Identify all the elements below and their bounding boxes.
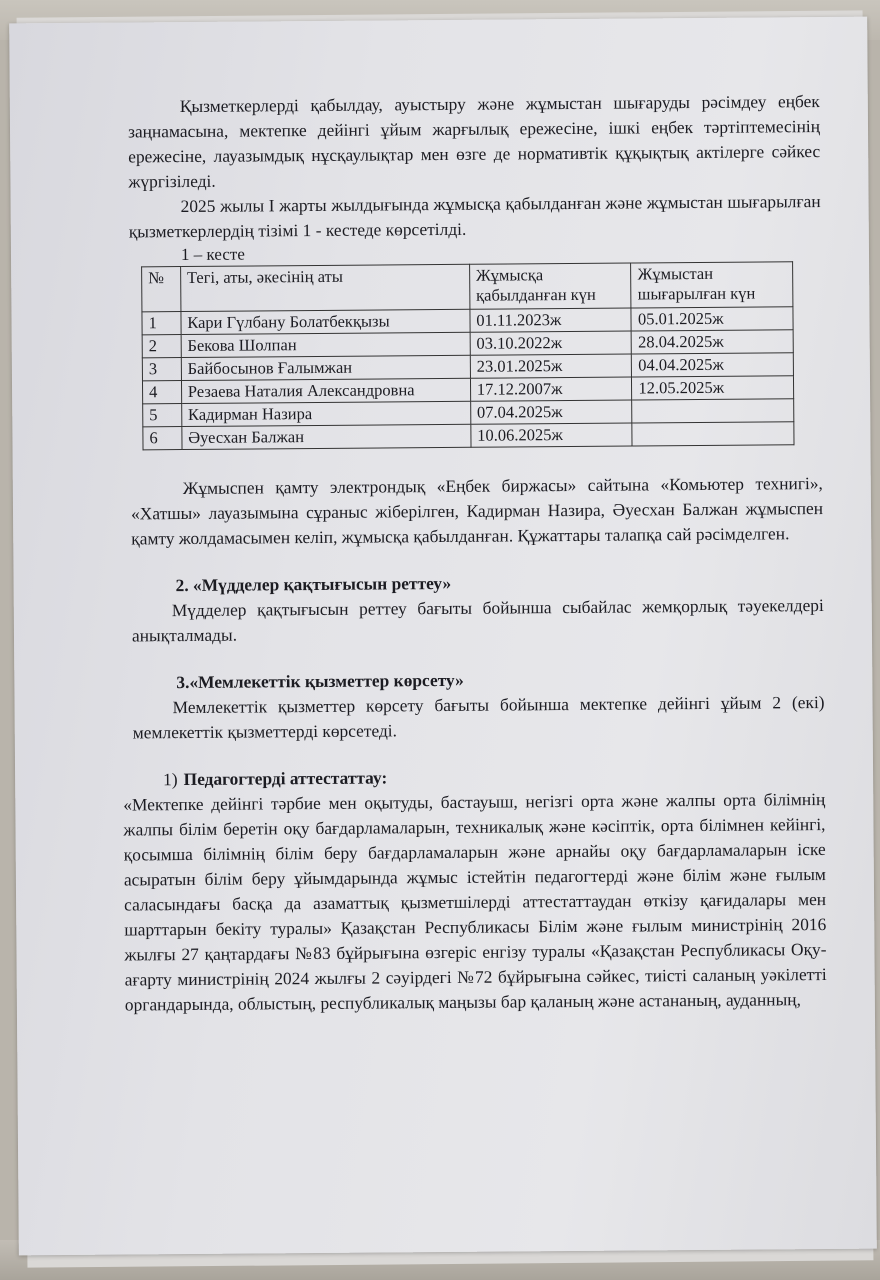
item-1-title: Педагогтерді аттестаттау: — [183, 767, 388, 790]
after-table-paragraph: Жұмыспен қамту электрондық «Еңбек биржасы» сайтына «Комьютер технигі», «Хатшы» лауазымына сұраныс жіберілген, Кадирман Назира, Әуесхан Балжан жұмыспен қамту жолдамасымен келіп, жұмысқа қабылданған. Құжаттары талапқа сай рәсімделген. — [130, 473, 824, 549]
row-number: 4 — [142, 381, 181, 404]
page-content — [123, 89, 827, 1017]
header-number: № — [142, 267, 181, 312]
intro-paragraph-2: 2025 жылы I жарты жылдығында жұмысқа қабылданған және жұмыстан шығарылған қызметкерлердің тізімі 1 - кестеде көрсетілді. — [128, 191, 821, 242]
table-caption: 1 – кесте — [180, 244, 245, 265]
row-hire-date: 10.06.2025ж — [471, 423, 633, 447]
row-number: 5 — [143, 404, 182, 427]
row-name: Кари Гүлбану Болатбекқызы — [181, 309, 470, 334]
header-dismissal-date: Жұмыстан шығарылған күн — [631, 262, 793, 308]
row-name: Кадирман Назира — [181, 401, 470, 426]
intro-paragraph-1: Қызметкерлерді қабылдау, ауыстыру және жұмыстан шығаруды рәсімдеу еңбек заңнамасына, мектепке дейінгі ұйым жарғылық ережесіне, ішкі еңбек тәртіптемесінің ережесіне, лауазымдық нұсқаулықтар мен өзге де нормативтік құқықтық актілерге сәйкес жүргізіледі. — [127, 91, 821, 192]
section-3-text: Мемлекеттік қызметтер көрсету бағыты бойынша мектепке дейінгі ұйым 2 (екі) мемлекеттік қызметтерді көрсетеді. — [132, 692, 825, 743]
row-name: Бекова Шолпан — [181, 332, 470, 357]
row-number: 2 — [142, 335, 181, 358]
document-page — [9, 17, 877, 1256]
row-number: 1 — [142, 312, 181, 335]
table-header-row — [142, 262, 793, 312]
row-name: Әуесхан Балжан — [182, 424, 471, 449]
row-hire-date: 03.10.2022ж — [470, 331, 632, 355]
section-3-title: 3.«Мемлекеттік қызметтер көрсету» — [176, 669, 464, 693]
employees-table — [141, 261, 794, 450]
row-hire-date: 01.11.2023ж — [470, 308, 632, 332]
row-hire-date: 23.01.2025ж — [470, 354, 632, 378]
section-2-title: 2. «Мүдделер қақтығысын реттеу» — [175, 572, 452, 596]
row-dismissal-date — [632, 399, 794, 423]
row-hire-date: 07.04.2025ж — [470, 400, 632, 424]
row-dismissal-date — [632, 422, 794, 446]
row-name: Байбосынов Ғалымжан — [181, 355, 470, 380]
item-1-number: 1) — [163, 769, 178, 790]
row-dismissal-date: 28.04.2025ж — [632, 330, 794, 354]
row-dismissal-date: 04.04.2025ж — [632, 353, 794, 377]
header-hire-date: Жұмысқа қабылданған күн — [469, 263, 631, 309]
row-dismissal-date: 05.01.2025ж — [631, 307, 793, 331]
row-number: 6 — [143, 427, 182, 450]
row-name: Резаева Наталия Александровна — [181, 378, 470, 403]
row-dismissal-date: 12.05.2025ж — [632, 376, 794, 400]
header-name: Тегі, аты, әкесінің аты — [180, 264, 469, 311]
row-number: 3 — [142, 358, 181, 381]
section-2-text: Мүдделер қақтығысын реттеу бағыты бойынша сыбайлас жемқорлық тәуекелдері анықталмады. — [131, 595, 824, 646]
row-hire-date: 17.12.2007ж — [470, 377, 632, 401]
item-1-text: «Мектепке дейінгі тәрбие мен оқытуды, бастауыш, негізгі орта және жалпы орта білімнің жалпы білім беретін оқу бағдарламаларын, техникалық және кәсіптік, орта білімнен кейінгі, қосымша білімнің білім беру бағдарламаларын және арнайы оқу бағдарламаларын іске асыратын білім беру ұйымдарында жұмыс істейтін педагогтерді және білім және ғылым саласындағы басқа да азаматтық қызметшілерді аттестаттаудан өткізу қағидалары мен шарттарын бекіту туралы» Қазақстан Республикасы Білім және ғылым министрінің 2016 жылғы 27 қаңтардағы №83 бұйрығына өзгеріс енгізу туралы «Қазақстан Республикасы Оқу-ағарту министрінің 2024 жылғы 2 сәуірдегі №72 бұйрығына сәйкес, тиісті саланың уәкілетті органдарында, облыстың, республикалық маңызы бар қаланың және астананың, ауданның, — [123, 789, 827, 1015]
